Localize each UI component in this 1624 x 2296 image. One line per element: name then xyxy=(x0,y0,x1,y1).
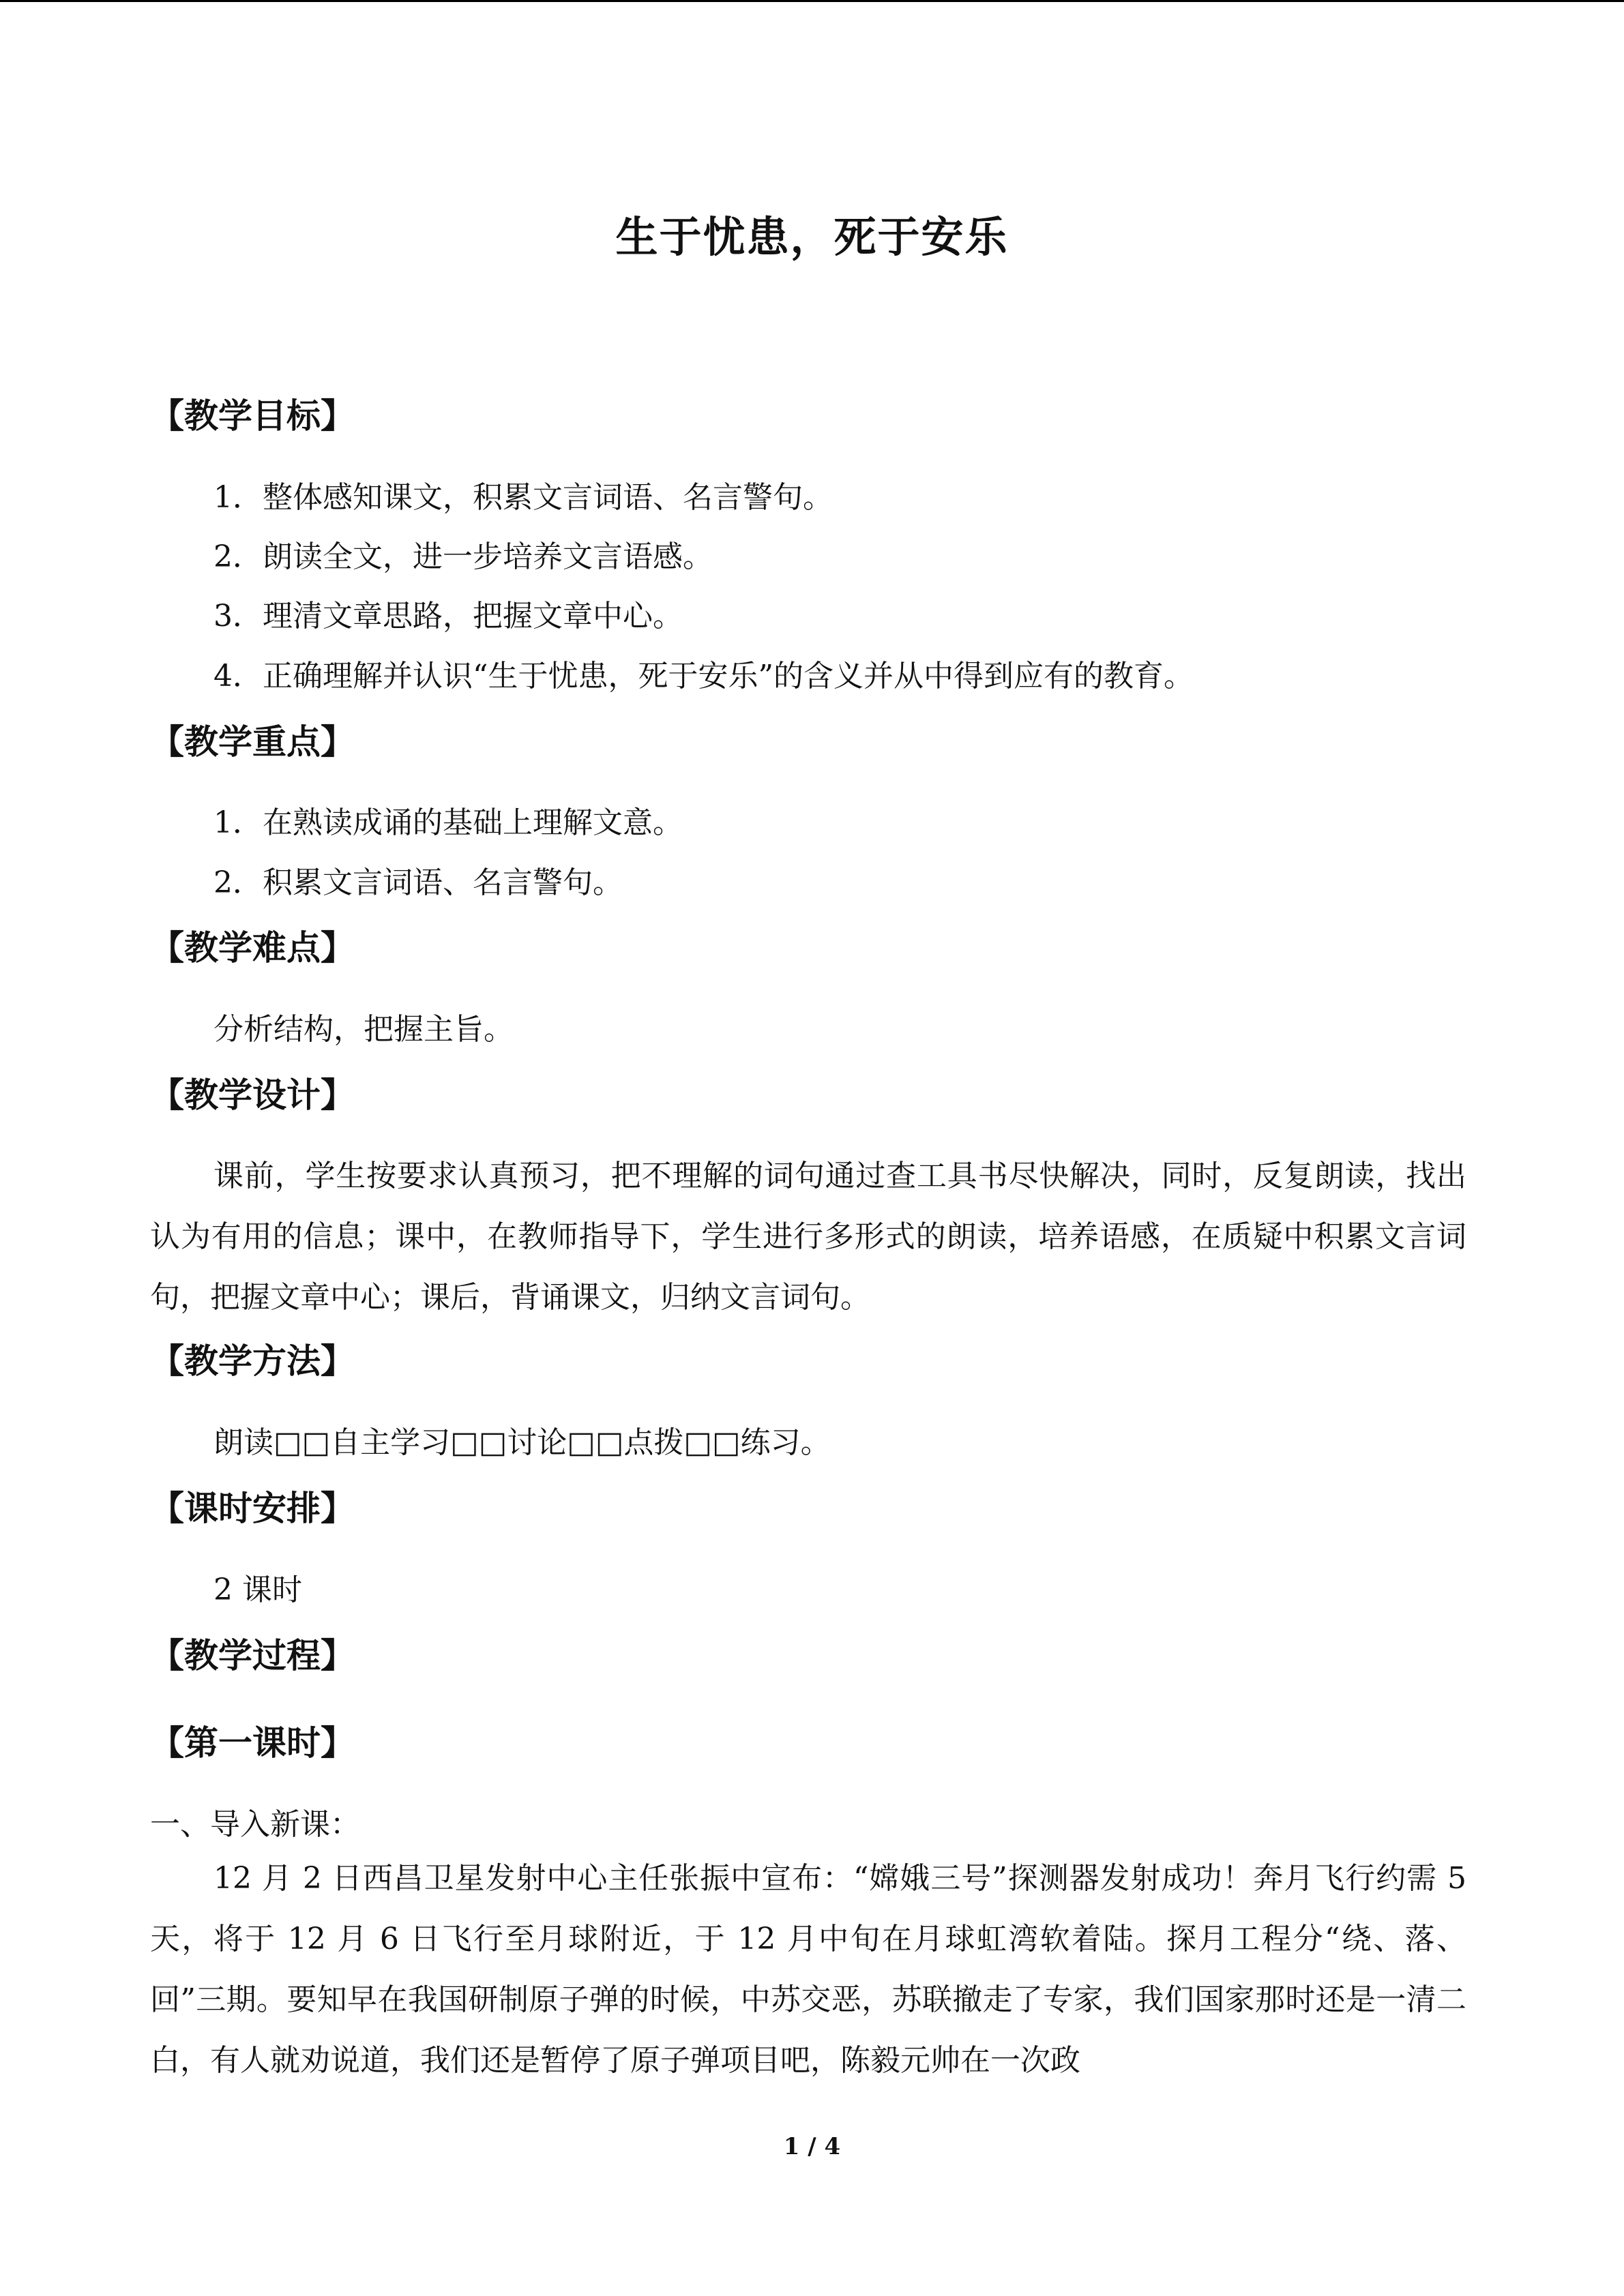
goal-item-4: 4．正确理解并认识“生于忧患，死于安乐”的含义并从中得到应有的教育。 xyxy=(213,659,1194,694)
key-point-1: 1．在熟读成诵的基础上理解文意。 xyxy=(213,805,683,840)
teaching-design-paragraph: 课前，学生按要求认真预习，把不理解的词句通过查工具书尽快解决，同时，反复朗读，找出认为有用的信息；课中，在教师指导下，学生进行多形式的朗读，培养语感，在质疑中积累文言词句，把握文章中心；课后，背诵课文，归纳文言词句。 xyxy=(150,1159,1466,1315)
heading-key-points: 【教学重点】 xyxy=(150,722,355,762)
page-number: 1 / 4 xyxy=(783,2133,841,2160)
heading-teaching-process: 【教学过程】 xyxy=(150,1636,355,1675)
section-new-lesson-intro: 一、导入新课： xyxy=(150,1807,360,1842)
heading-teaching-design: 【教学设计】 xyxy=(150,1075,355,1115)
goal-item-1: 1．整体感知课文，积累文言词语、名言警句。 xyxy=(213,480,833,515)
difficult-point-text: 分析结构，把握主旨。 xyxy=(213,1012,514,1047)
class-schedule-text: 2 课时 xyxy=(213,1572,302,1607)
heading-first-lesson: 【第一课时】 xyxy=(150,1723,355,1763)
heading-difficult-points: 【教学难点】 xyxy=(150,928,355,968)
key-point-2: 2．积累文言词语、名言警句。 xyxy=(213,865,623,900)
heading-teaching-goals: 【教学目标】 xyxy=(150,396,355,436)
page-title: 生于忧患，死于安乐 xyxy=(615,212,1009,262)
goal-item-2: 2．朗读全文，进一步培养文言语感。 xyxy=(213,539,713,574)
goal-item-3: 3．理清文章思路，把握文章中心。 xyxy=(213,599,683,633)
heading-class-schedule: 【课时安排】 xyxy=(150,1489,355,1528)
intro-paragraph: 12 月 2 日西昌卫星发射中心主任张振中宣布：“嫦娥三号”探测器发射成功！奔月飞行约需 5 天，将于 12 月 6 日飞行至月球附近，于 12 月中旬在月球虹湾软着陆。探月工程分“绕、落、回”三期。要知早在我国研制原子弹的时候，中苏交恶，苏联撤走了专家，我们国家那时还是一清二白，有人就劝说道，我们还是暂停了原子弹项目吧，陈毅元帅在一次政 xyxy=(150,1861,1466,2078)
teaching-method-text: 朗读□□自主学习□□讨论□□点拨□□练习。 xyxy=(213,1425,831,1460)
heading-teaching-method: 【教学方法】 xyxy=(150,1341,355,1381)
